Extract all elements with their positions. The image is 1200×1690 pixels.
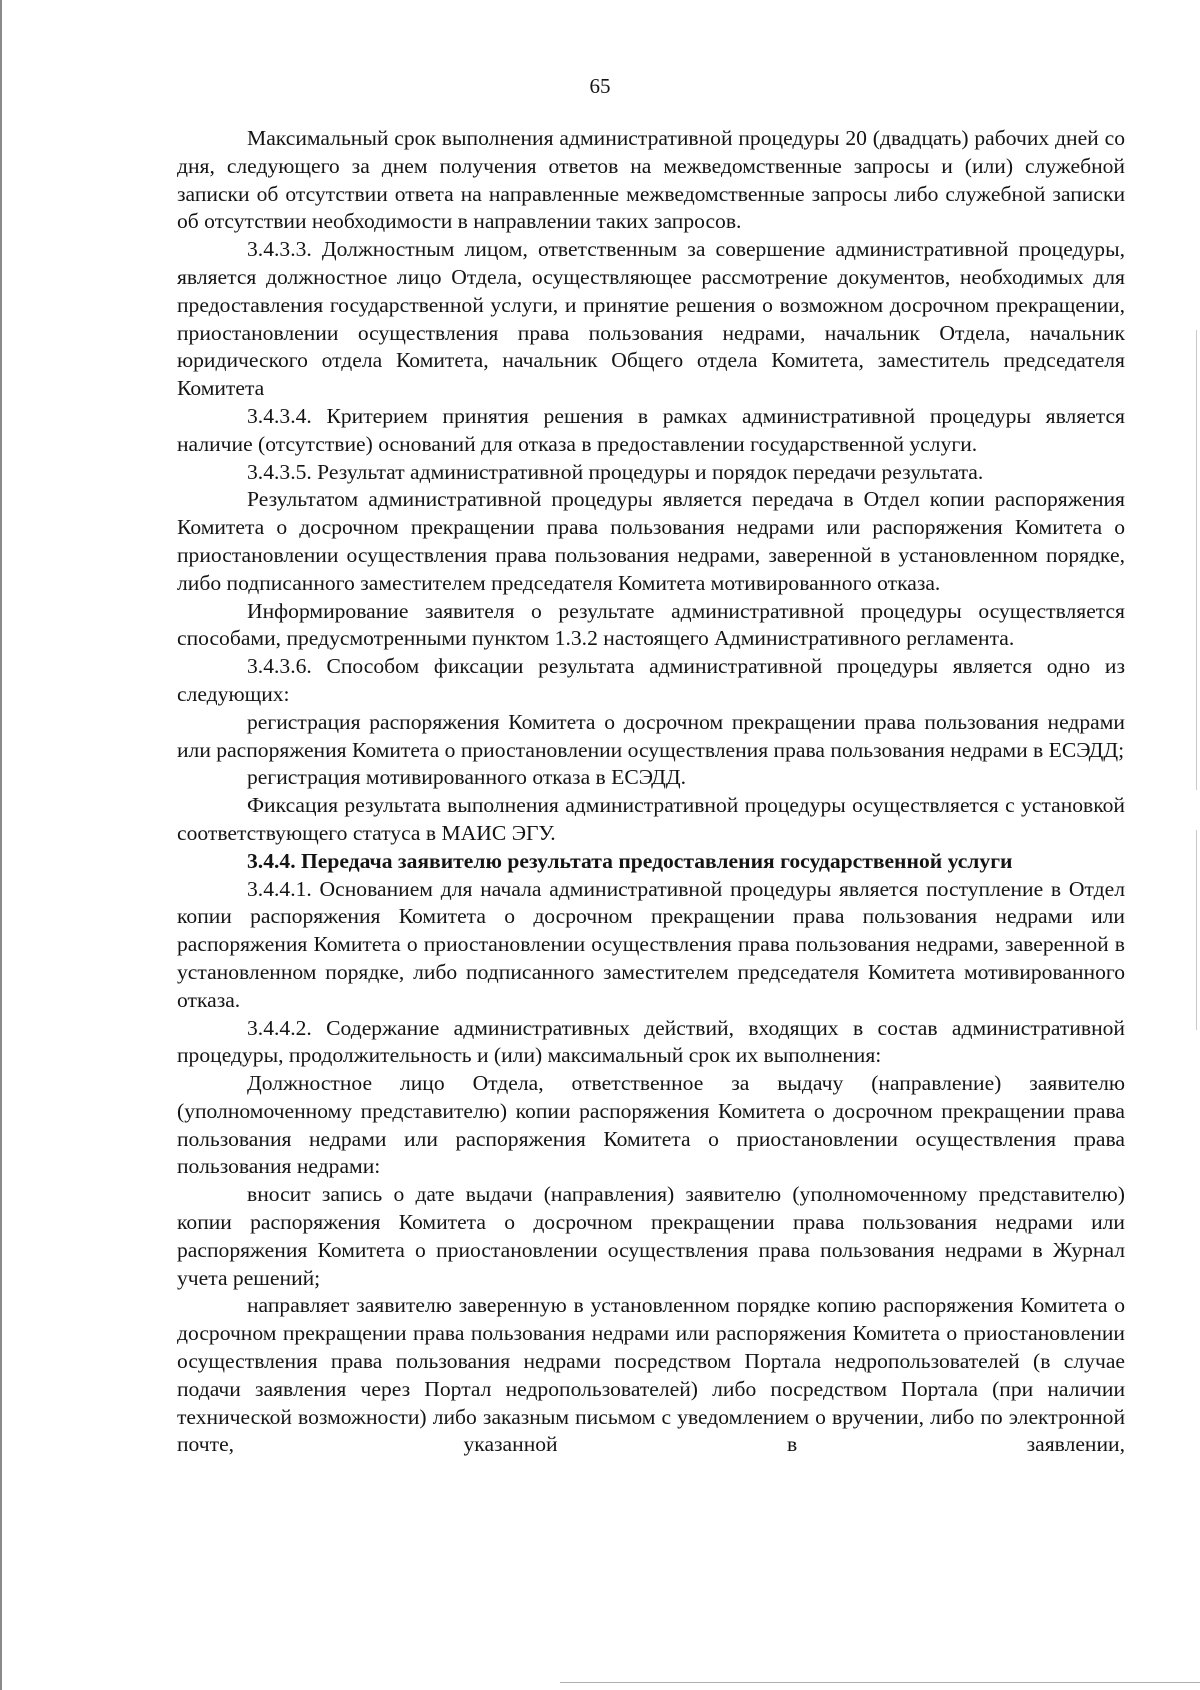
paragraph: 3.4.4.2. Содержание административных действий, входящих в состав административной процедуры, продолжительность и (или) максимальный срок их выполнения:: [177, 1015, 1125, 1068]
paragraph: регистрация мотивированного отказа в ЕСЭДД.: [247, 765, 687, 790]
page-number: 65: [589, 74, 611, 98]
scan-right-edge-mark: [1196, 830, 1197, 1030]
paragraph: вносит запись о дате выдачи (направления) заявителю (уполномоченному представителю) копии распоряжения Комитета о досрочном прекращении права пользования недрами или распоряжения Комитета о приостановлении осуществления права пользования недрами в Журнал учета решений;: [177, 1182, 1125, 1290]
paragraph: 3.4.3.4. Критерием принятия решения в рамках административной процедуры является наличие (отсутствие) оснований для отказа в предоставлении государственной услуги.: [177, 403, 1125, 456]
scan-right-edge-mark: [1196, 330, 1197, 790]
paragraph: направляет заявителю заверенную в установленном порядке копию распоряжения Комитета о досрочном прекращении права пользования недрами или распоряжения Комитета о приостановлении осуществления права пользования недрами посредством Портала недропользователей (в случае подачи заявления через Портал недропользователей) либо посредством Портала (при наличии технической возможности) либо заказным письмом с уведомлением о вручении, либо по электронной почте, указанной в заявлении,: [177, 1293, 1125, 1457]
paragraph: 3.4.3.3. Должностным лицом, ответственным за совершение административной процедуры, является должностное лицо Отдела, осуществляющее рассмотрение документов, необходимых для предоставления государственной услуги, и принятие решения о возможном досрочном прекращении, приостановлении осуществления права пользования недрами, начальник Отдела, начальник юридического отдела Комитета, начальник Общего отдела Комитета, заместитель председателя Комитета: [177, 237, 1125, 401]
scan-bottom-edge: [560, 1682, 1200, 1683]
paragraph: 3.4.4.1. Основанием для начала административной процедуры является поступление в Отдел копии распоряжения Комитета о досрочном прекращении права пользования недрами или распоряжения Комитета о приостановлении осуществления права пользования недрами, заверенной в установленном порядке, либо подписанного заместителем председателя Комитета мотивированного отказа.: [177, 876, 1125, 1012]
paragraph: 3.4.3.6. Способом фиксации результата административной процедуры является одно из следующих:: [177, 654, 1125, 706]
paragraph: 3.4.3.5. Результат административной процедуры и порядок передачи результата.: [247, 459, 984, 484]
paragraph: Максимальный срок выполнения административной процедуры 20 (двадцать) рабочих дней со дня, следующего за днем получения ответов на межведомственные запросы и (или) служебной записки об отсутствии ответа на направленные межведомственные запросы либо служебной записки об отсутствии необходимости в направлении таких запросов.: [177, 126, 1125, 234]
paragraph: Фиксация результата выполнения административной процедуры осуществляется с установкой соответствующего статуса в МАИС ЭГУ.: [177, 793, 1125, 845]
scan-left-edge: [0, 0, 2, 1690]
section-heading: 3.4.4. Передача заявителю результата предоставления государственной услуги: [247, 848, 1013, 873]
document-body: [177, 125, 1125, 1459]
paragraph: регистрация распоряжения Комитета о досрочном прекращении права пользования недрами или распоряжения Комитета о приостановлении осуществления права пользования недрами в ЕСЭДД;: [177, 709, 1125, 762]
paragraph: Результатом административной процедуры является передача в Отдел копии распоряжения Комитета о досрочном прекращении права пользования недрами или распоряжения Комитета о приостановлении осуществления права пользования недрами, заверенной в установленном порядке, либо подписанного заместителем председателя Комитета мотивированного отказа.: [177, 487, 1125, 595]
paragraph: Должностное лицо Отдела, ответственное за выдачу (направление) заявителю (уполномоченному представителю) копии распоряжения Комитета о досрочном прекращении права пользования недрами или распоряжения Комитета о приостановлении осуществления права пользования недрами:: [177, 1071, 1125, 1179]
paragraph: Информирование заявителя о результате административной процедуры осуществляется способами, предусмотренными пунктом 1.3.2 настоящего Административного регламента.: [177, 598, 1125, 651]
